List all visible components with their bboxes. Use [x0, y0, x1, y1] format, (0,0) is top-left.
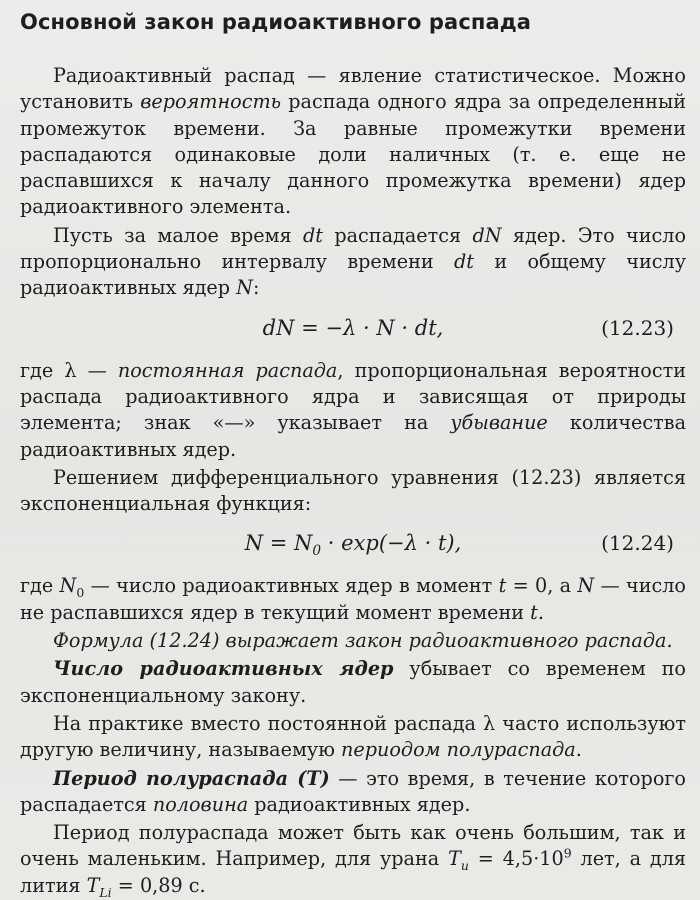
text: Пусть за малое время — [53, 223, 303, 247]
paragraph-small-time — [20, 223, 686, 302]
var-T: T — [86, 873, 100, 897]
emphasis-decay-constant: постоянная распада — [117, 358, 338, 382]
paragraph-n0-definition — [20, 573, 686, 626]
subscript: 0 — [76, 585, 85, 601]
text: N = N — [244, 531, 313, 556]
text: На практике вместо постоянной распада λ часто используют другую величину, называемую — [20, 711, 686, 762]
text: , пропорциональная вероятности распада радиоактивного ядра и зависящая от природы элемента; знак «—» указывает на — [20, 358, 686, 435]
paragraph-half-life-definition — [20, 766, 686, 819]
equation-number: (12.24) — [601, 531, 674, 556]
superscript: 9 — [563, 846, 572, 862]
var-dN: dN — [472, 223, 502, 247]
subscript: 0 — [312, 543, 322, 560]
text: — число не распавшихся ядер в текущий момент времени — [20, 574, 686, 624]
text: лет, а для лития — [20, 847, 687, 897]
var-N0: N — [59, 574, 77, 598]
text: = 0, а — [506, 574, 578, 598]
var-T: T — [448, 847, 461, 871]
var-t: t — [530, 600, 538, 624]
text: распада одного ядра за определенный промежуток времени. За равные промежутки времени распадаются одинаковые доли наличных (т. е. еще не распавшихся к началу данного промежутка времени) ядер радиоактивного элемента. — [20, 90, 686, 219]
paragraph-half-life-intro — [20, 711, 686, 764]
paragraph-decay-law: Формула (12.24) выражает закон радиоактивного распада. — [53, 629, 673, 653]
text: количества радиоактивных ядер. — [20, 411, 687, 461]
text: : — [252, 276, 260, 300]
text: где λ — — [20, 358, 118, 382]
paragraph-statistical-nature — [20, 63, 686, 221]
var-t: t — [498, 574, 507, 598]
emphasis-probability: вероятность — [140, 90, 282, 114]
text: ядер. Это число пропорционально интервалу времени — [20, 223, 686, 274]
paragraph-half-life-examples — [20, 820, 686, 899]
equation-number: (12.23) — [601, 315, 674, 340]
text: = 4,5·10 — [468, 847, 564, 871]
text: — число радиоактивных ядер в момент — [84, 574, 499, 598]
text: — это время, в течение которого распадается — [20, 766, 686, 816]
emphasis-half: половина — [152, 792, 249, 816]
subscript: u — [460, 858, 469, 874]
equation-12-23 — [20, 302, 686, 358]
text: распадается — [323, 223, 473, 247]
text: . — [537, 600, 544, 624]
equation-expression — [20, 531, 686, 560]
emphasis-number-of-nuclei: Число радиоактивных ядер — [53, 657, 394, 681]
section-heading: Основной закон радиоактивного распада — [20, 10, 532, 34]
text: и общему числу радиоактивных ядер — [20, 250, 686, 300]
var-dt: dt — [453, 250, 474, 274]
text: . — [575, 738, 582, 762]
text: · exp(−λ · t), — [321, 531, 462, 556]
text: Период полураспада может быть как очень большим, так и очень маленьким. Например, для урана — [20, 821, 686, 871]
paragraph-exponential-decrease — [20, 656, 686, 709]
emphasis-decrease: убывание — [450, 411, 548, 435]
equation-expression: dN = −λ · N · dt, — [262, 315, 444, 340]
text: убывает со временем по экспоненциальному закону. — [20, 657, 686, 707]
text: = 0,89 с. — [111, 873, 206, 897]
emphasis-half-life-term: Период полураспада (T) — [53, 766, 330, 790]
var-N: N — [236, 276, 253, 300]
paragraph-decay-constant — [20, 358, 686, 463]
var-dt: dt — [303, 223, 323, 247]
text: где — [20, 574, 60, 598]
var-N: N — [577, 574, 595, 598]
text: Радиоактивный распад — явление статистическое. Можно установить — [20, 64, 686, 114]
paragraph-solution: Решением дифференциального уравнения (12.23) является экспоненциальная функция: — [20, 465, 686, 516]
emphasis-half-life: периодом полураспада — [341, 738, 576, 762]
equation-12-24 — [20, 517, 686, 573]
subscript: Li — [99, 884, 112, 900]
text: радиоактивных ядер. — [248, 792, 471, 816]
